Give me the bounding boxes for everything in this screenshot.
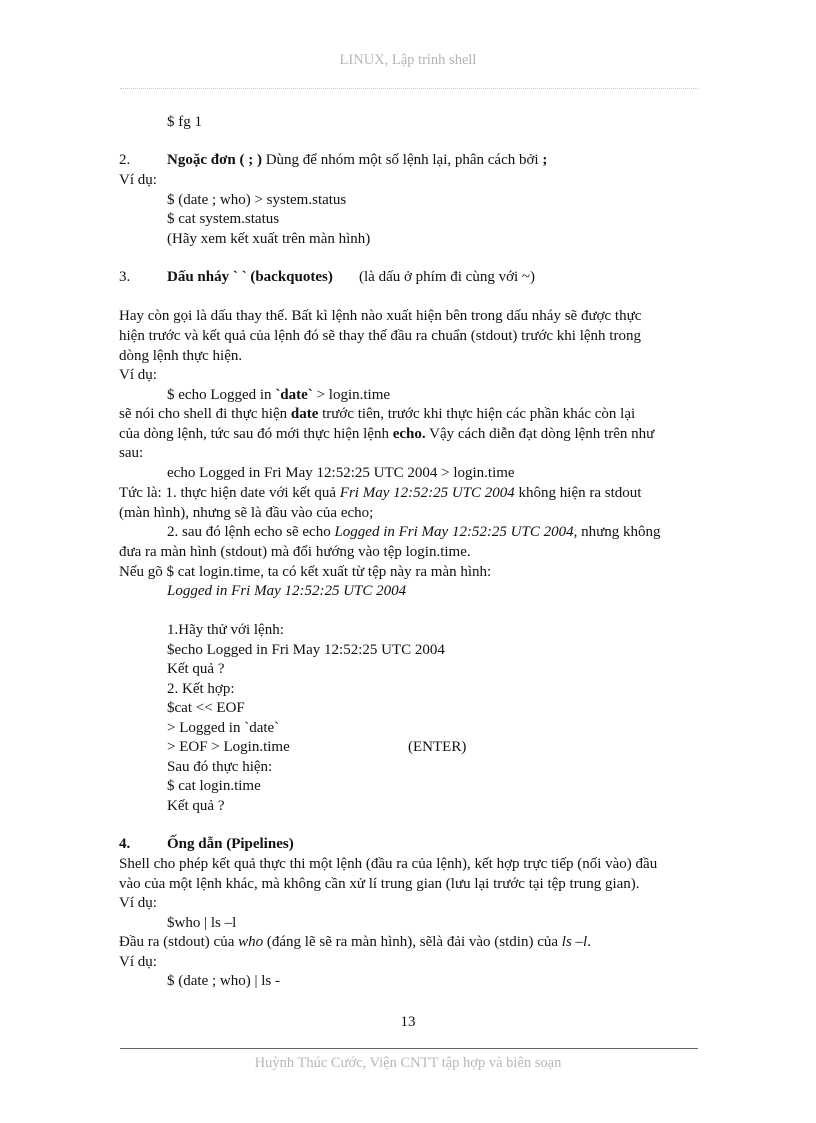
section-2-line [167,150,547,170]
italic-echo-output: Logged in Fri May 12:52:25 UTC 2004 [334,524,574,540]
page-footer: Huỳnh Thúc Cước, Viện CNTT tập hợp và biên soạn [254,1055,562,1071]
section-3-para-3: dòng lệnh thực hiện. [119,348,243,364]
section-2-desc: Dùng để nhóm một số lệnh lại, phân cách bởi [261,152,543,168]
section-3-para-1: Hay còn gọi là dấu thay thế. Bất kì lệnh nào xuất hiện bên trong dấu nháy sẽ được thực [119,308,642,324]
text-span: . [587,934,591,950]
echo-text: $ echo Logged in [167,387,276,403]
exercise-1-result: Kết quả ? [167,661,225,677]
exercise-1-command: $echo Logged in Fri May 12:52:25 UTC 2004 [167,642,445,658]
section-4-heading: Ống dẫn (Pipelines) [167,836,294,852]
footer-divider [120,1048,698,1049]
echo-date-backquote: `date` [275,387,313,403]
section-2-separator: ; [542,152,548,168]
section-2-number: 2. [119,152,131,168]
text-span: của dòng lệnh, tức sau đó mới thực hiện lệnh [119,426,393,442]
section-4-line [167,834,294,854]
exercise-2: 2. Kết hợp: [167,681,235,697]
section-4-code-1: $who | ls –l [167,915,237,931]
section-3-explain-2: (màn hình), nhưng sẽ là đầu vào của echo; [119,505,374,521]
text-span: Đầu ra (stdout) của [119,934,239,950]
section-2-heading: Ngoặc đơn ( ; ) [167,152,262,168]
text-span: , nhưng không [573,524,661,540]
section-4-para-2: vào của một lệnh khác, mà không cần xử lí trung gian (lưu lại trước tại tệp trung gian). [119,876,640,892]
section-3-para-2: hiện trước và kết quả của lệnh đó sẽ thay thế đầu ra chuẩn (stdout) trước khi lệnh trong [119,328,641,344]
section-4-code-2: $ (date ; who) | ls - [167,973,280,989]
italic-who: who [238,934,264,950]
section-4-number [119,834,130,854]
section-3-echo-command [167,385,390,405]
italic-ls: ls –l [561,934,588,950]
bold-date: date [290,406,319,422]
text-span: 2. sau đó lệnh echo sẽ echo [167,524,335,540]
exercise-2-cat: $ cat login.time [167,778,261,794]
section-3-expanded-command: echo Logged in Fri May 12:52:25 UTC 2004 > login.time [167,465,515,481]
section-3-sentence-2 [119,424,654,444]
section-3-output [167,581,406,601]
section-3-number: 3. [119,269,131,285]
section-3-example-label: Ví dụ: [119,367,157,383]
exercise-2-cmd-2: > Logged in `date` [167,720,280,736]
section-3-sentence-1 [119,404,635,424]
exercise-2-enter: (ENTER) [408,739,467,755]
section-3-explain-1 [119,483,641,503]
text-span: Tức là: 1. thực hiện date với kết quả [119,485,340,501]
text-span: không hiện ra stdout [514,485,642,501]
header-divider [120,88,698,89]
section-3-heading: Dấu nháy ` ` (backquotes) [167,269,333,285]
section-2-code-3: (Hãy xem kết xuất trên màn hình) [167,231,371,247]
fg-command: $ fg 1 [167,114,202,130]
section-4-example-label-2: Ví dụ: [119,954,157,970]
exercise-2-cmd-1: $cat << EOF [167,700,245,716]
section-4-para-3 [119,932,591,952]
section-2-example-label: Ví dụ: [119,172,157,188]
exercise-2-result: Kết quả ? [167,798,225,814]
section-3-line [167,267,333,287]
section-2-code-2: $ cat system.status [167,211,280,227]
section-4-para-1: Shell cho phép kết quả thực thi một lệnh (đầu ra của lệnh), kết hợp trực tiếp (nối vào) đầu [119,856,658,872]
section-4-number-text: 4. [119,836,131,852]
text-span: (đáng lẽ sẽ ra màn hình), sẽlà đải vào (stdin) của [263,934,562,950]
section-3-explain-5: Nếu gõ $ cat login.time, ta có kết xuất từ tệp này ra màn hình: [119,564,492,580]
page-number: 13 [400,1014,416,1030]
section-3-explain-3 [167,522,661,542]
italic-output: Logged in Fri May 12:52:25 UTC 2004 [167,583,407,599]
text-span: sẽ nói cho shell đi thực hiện [119,406,291,422]
exercise-1: 1.Hãy thử với lệnh: [167,622,284,638]
page-header: LINUX, Lập trình shell [339,52,477,68]
section-3-explain-4: đưa ra màn hình (stdout) mà đổi hướng vào tệp login.time. [119,544,471,560]
echo-redirect: > login.time [312,387,391,403]
exercise-2-then: Sau đó thực hiện: [167,759,273,775]
section-4-example-label: Ví dụ: [119,895,157,911]
text-span: Vậy cách diễn đạt dòng lệnh trên như [425,426,655,442]
bold-echo: echo. [392,426,426,442]
text-span: trước tiên, trước khi thực hiện các phần khác còn lại [318,406,636,422]
exercise-2-cmd-3: > EOF > Login.time [167,739,290,755]
section-3-note: (là dấu ở phím đi cùng với ~) [359,269,536,285]
section-2-code-1: $ (date ; who) > system.status [167,192,347,208]
section-3-sentence-3: sau: [119,445,144,461]
italic-date-output: Fri May 12:52:25 UTC 2004 [339,485,515,501]
